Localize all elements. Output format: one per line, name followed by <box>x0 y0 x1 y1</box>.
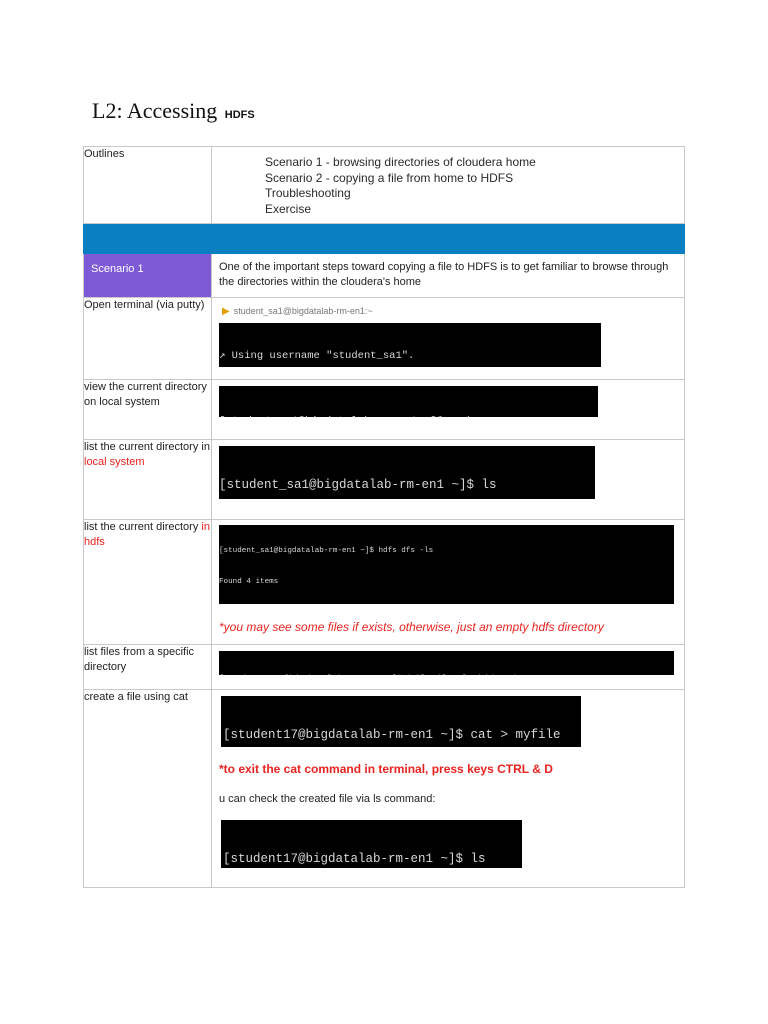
list-specific-label: list files from a specific directory <box>84 645 212 690</box>
list-specific-row <box>84 645 685 690</box>
list-local-label-text: list the current directory in <box>84 441 210 453</box>
list-local-label-highlight: local system <box>84 456 145 468</box>
outline-item: Troubleshooting <box>265 186 351 200</box>
title-main: L2: Accessing <box>92 98 218 123</box>
outlines-label: Outlines <box>84 147 212 224</box>
scenario-row <box>84 254 685 298</box>
scenario-text: One of the important steps toward copying a file to HDFS is to get familiar to browse through the directories within the cloudera's home <box>212 254 685 298</box>
pwd-terminal <box>219 386 598 417</box>
cat-terminal <box>221 696 581 747</box>
create-file-cell <box>212 690 685 888</box>
terminal-line: ↗ Using username "student_sa1". <box>219 350 415 362</box>
list-hdfs-label <box>84 520 212 645</box>
list-specific-cell <box>212 645 685 690</box>
open-terminal-cell <box>212 298 685 380</box>
outline-item: Scenario 1 - browsing directories of cloudera home <box>265 155 536 169</box>
content-table <box>83 146 685 888</box>
list-local-label <box>84 440 212 520</box>
terminal-line: [student_sa1@bigdatalab-rm-en1 ~]$ ls <box>219 478 497 492</box>
create-file-row <box>84 690 685 888</box>
title-small: HDFS <box>224 109 255 121</box>
open-terminal-label: Open terminal (via putty) <box>84 298 212 380</box>
outlines-cell <box>212 147 685 224</box>
band-cell-left <box>84 224 212 254</box>
scenario-label: Scenario 1 <box>84 254 212 298</box>
outline-item: Scenario 2 - copying a file from home to HDFS <box>265 170 514 185</box>
hdfs-note: *you may see some files if exists, otherwise, just an empty hdfs directory <box>219 620 604 634</box>
putty-terminal <box>219 323 601 367</box>
section-band <box>84 224 685 254</box>
cat-exit-note: *to exit the cat command in terminal, press keys CTRL & D <box>219 762 553 776</box>
view-directory-row <box>84 380 685 440</box>
list-hdfs-row <box>84 520 685 645</box>
ls-check-terminal <box>221 820 522 868</box>
list-hdfs-label-highlight: in hdfs <box>84 521 210 548</box>
outlines-row <box>84 147 685 224</box>
ls-check-note: u can check the created file via ls command: <box>219 793 436 805</box>
list-local-cell <box>212 440 685 520</box>
band-cell-right <box>212 224 685 254</box>
open-terminal-row <box>84 298 685 380</box>
create-file-label: create a file using cat <box>84 690 212 888</box>
outlines-list <box>212 147 684 217</box>
hdfs-ls-dir-terminal <box>219 651 674 675</box>
page-title <box>92 98 255 124</box>
ls-terminal <box>219 446 595 499</box>
view-directory-cell <box>212 380 685 440</box>
list-hdfs-label-text: list the current directory <box>84 521 202 533</box>
list-local-row <box>84 440 685 520</box>
putty-icon: ▶ <box>222 306 230 317</box>
terminal-line: Found 4 items <box>219 578 279 587</box>
view-directory-label: view the current directory on local system <box>84 380 212 440</box>
putty-title-text: student_sa1@bigdatalab-rm-en1:~ <box>233 306 373 316</box>
terminal-line <box>219 415 598 417</box>
terminal-line: [student_sa1@bigdatalab-rm-en1 ~]$ hdfs dfs -ls <box>219 547 434 556</box>
list-hdfs-cell <box>212 520 685 645</box>
terminal-line: [student17@bigdatalab-rm-en1 ~]$ ls <box>223 852 486 866</box>
terminal-line: [student17@bigdatalab-rm-en1 ~]$ cat > myfile <box>223 728 561 742</box>
hdfs-ls-terminal <box>219 525 674 604</box>
outline-item: Exercise <box>265 201 312 216</box>
putty-window-title <box>212 298 684 319</box>
terminal-line <box>219 674 674 675</box>
